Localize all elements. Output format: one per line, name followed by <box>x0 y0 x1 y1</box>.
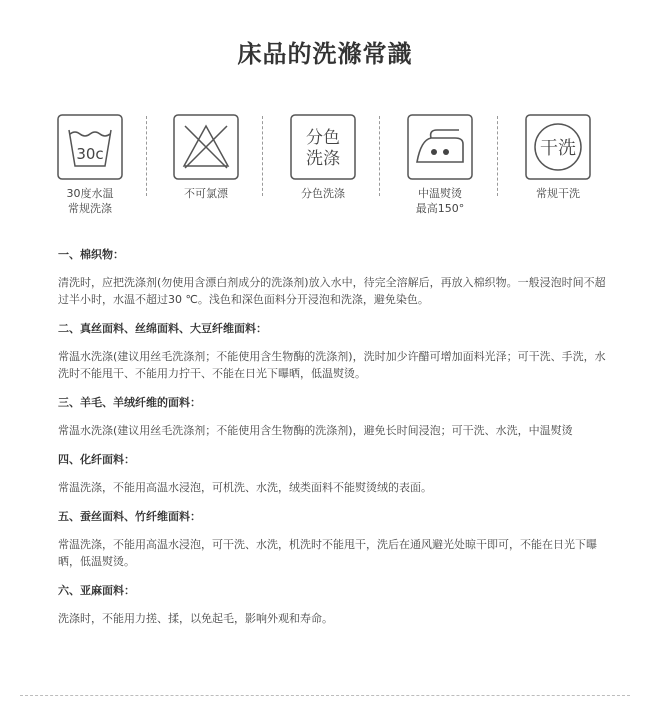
care-label-separate-wash: 分色洗涤 <box>301 187 345 200</box>
care-label-iron: 中温熨烫 最高150° <box>415 187 465 215</box>
care-instructions <box>58 248 608 627</box>
wash-temp-text: 30c <box>76 145 104 163</box>
section-heading: 六、亚麻面料： <box>58 584 135 597</box>
section-wool <box>58 396 608 439</box>
section-heading: 四、化纤面料： <box>58 453 135 466</box>
section-heading: 五、蚕丝面料、竹纤维面料： <box>58 510 201 523</box>
care-item-dry-clean <box>518 114 598 201</box>
dry-clean-text: 干洗 <box>540 138 576 159</box>
care-item-no-bleach <box>166 114 246 201</box>
section-cotton <box>58 248 608 308</box>
wash-30c-icon <box>57 114 123 180</box>
section-linen <box>58 584 608 627</box>
care-label-no-bleach: 不可氯漂 <box>184 187 228 200</box>
care-label-dry-clean: 常规干洗 <box>536 187 580 200</box>
separator <box>262 116 263 196</box>
care-symbols-row <box>48 114 610 224</box>
section-heading: 一、棉织物： <box>58 248 124 261</box>
section-text: 常温水洗涤(建议用丝毛洗涤剂；不能使用含生物酶的洗涤剂)，洗时加少许醋可增加面料光泽；可干洗、手洗，水洗时不能甩干、不能用力拧干、不能在日光下曝晒，低温熨烫。 <box>58 350 606 380</box>
bottom-divider <box>20 695 630 696</box>
separator <box>146 116 147 196</box>
care-item-separate-wash <box>283 114 363 201</box>
care-item-iron <box>400 114 480 216</box>
section-heading: 三、羊毛、羊绒纤维的面料： <box>58 396 201 409</box>
section-synthetic <box>58 453 608 496</box>
section-heading: 二、真丝面料、丝绵面料、大豆纤维面料： <box>58 322 267 335</box>
page-title: 床品的洗滌常識 <box>237 40 413 68</box>
separate-wash-text-2: 洗涤 <box>306 149 340 169</box>
section-mulberry-bamboo <box>58 510 608 570</box>
separate-wash-text-1: 分色 <box>306 128 340 148</box>
section-silk <box>58 322 608 382</box>
no-bleach-icon <box>173 114 239 180</box>
dry-clean-icon <box>525 114 591 180</box>
section-text: 洗涤时，不能用力搓、揉，以免起毛，影响外观和寿命。 <box>58 612 333 625</box>
separator <box>379 116 380 196</box>
separate-wash-icon <box>290 114 356 180</box>
care-item-wash <box>50 114 130 216</box>
separator <box>497 116 498 196</box>
section-text: 常温洗涤，不能用高温水浸泡，可干洗、水洗，机洗时不能甩干，洗后在通风避光处晾干即可，不能在日光下曝晒，低温熨烫。 <box>58 538 597 568</box>
section-text: 常温洗涤，不能用高温水浸泡，可机洗、水洗，绒类面料不能熨烫绒的表面。 <box>58 481 432 494</box>
care-label-wash: 30度水温 常规洗涤 <box>66 187 114 215</box>
iron-medium-icon <box>407 114 473 180</box>
section-text: 常温水洗涤(建议用丝毛洗涤剂；不能使用含生物酶的洗涤剂)，避免长时间浸泡；可干洗、水洗，中温熨烫 <box>58 424 573 437</box>
section-text: 清洗时，应把洗涤剂(勿使用含漂白剂成分的洗涤剂)放入水中，待完全溶解后，再放入棉织物。一般浸泡时间不超过半小时，水温不超过30 ℃。浅色和深色面料分开浸泡和洗涤，避免染色。 <box>58 276 606 306</box>
